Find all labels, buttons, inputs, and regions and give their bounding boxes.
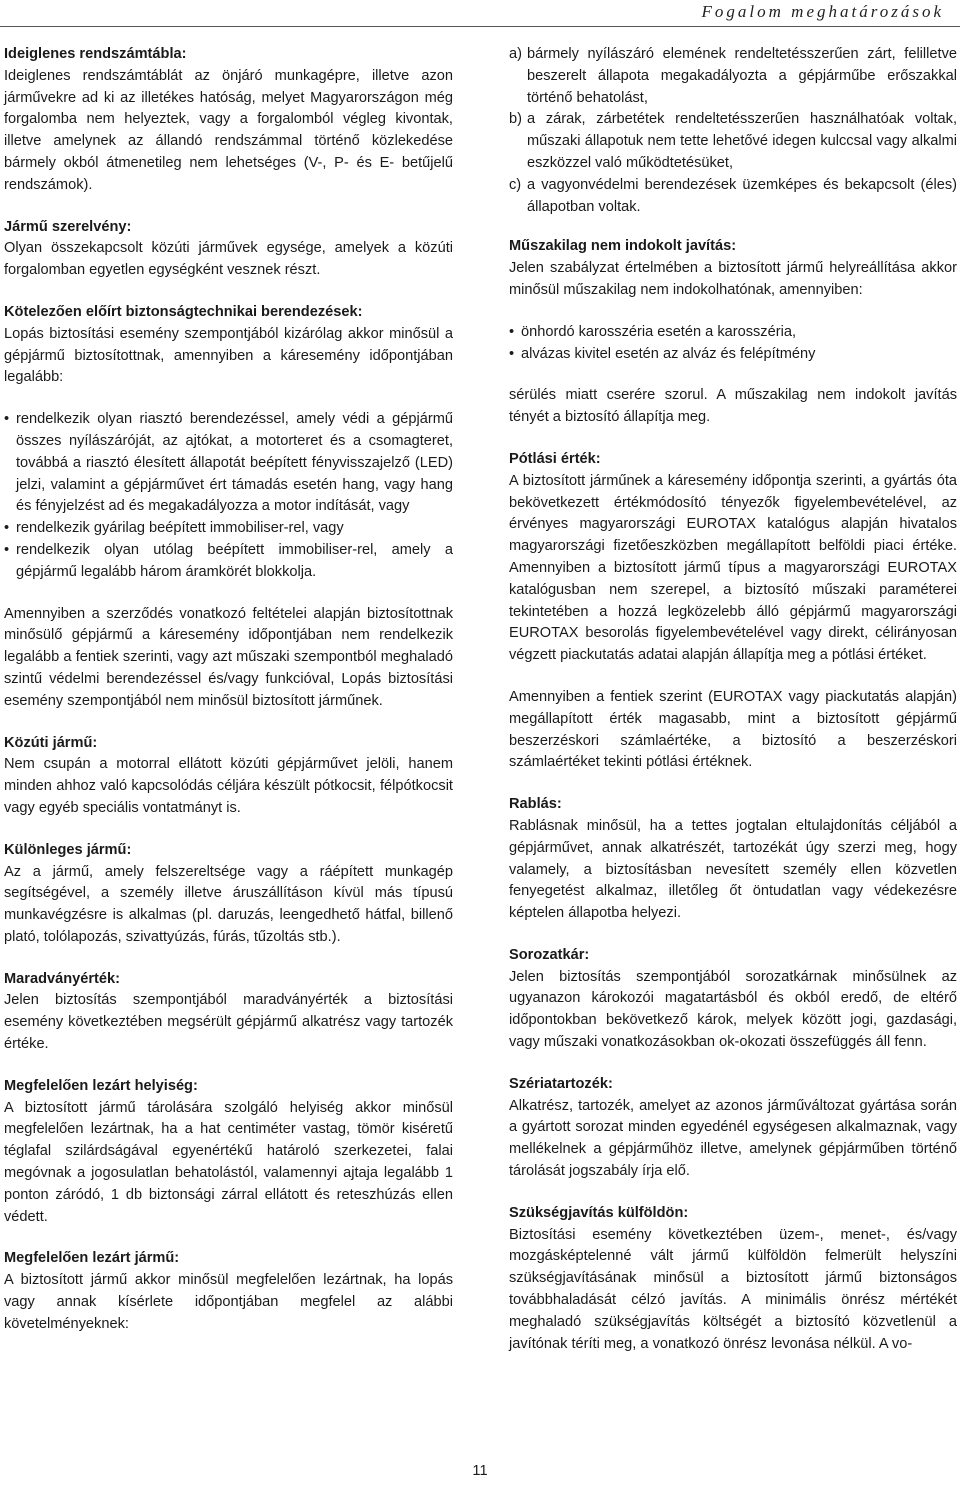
list-item: • rendelkezik gyárilag beépített immobiliser-rel, vagy <box>4 518 453 540</box>
definition-heading: Ideiglenes rendszámtábla: <box>4 46 187 62</box>
definition-heading: Megfelelően lezárt jármű: <box>4 1250 180 1267</box>
definition-heading: Pótlási érték: <box>509 450 601 467</box>
definition-body: A biztosított jármű akkor minősül megfelelően lezártnak, ha lopás vagy annak kísérlete időpontjában megfelel az alábbi követelményeknek: <box>4 1272 453 1332</box>
definition-heading: Kötelezően előírt biztonságtechnikai berendezések: <box>4 303 363 320</box>
list-item-text: a zárak, zárbetétek rendeltetésszerűen használhatóak voltak, műszaki állapotuk nem tette lehetővé idegen kulccsal vagy alkalmi eszközzel való működtetésüket, <box>527 111 957 171</box>
definition-heading: Jármű szerelvény: <box>4 218 132 235</box>
definition-body: Olyan összekapcsolt közúti járművek egysége, amelyek a közúti forgalomban egyetlen egységként vesznek részt. <box>4 240 453 279</box>
definition-heading: Műszakilag nem indokolt javítás: <box>509 238 737 255</box>
definition-body: Biztosítási esemény következtében üzem-, menet-, és/vagy mozgásképtelenné vált jármű külföldön felmerült helyszíni szükségjavításának minősül a biztosított jármű biztonságos továbbhaladását célzó javítás. A minimális önrész mértékét meghaladó szükségjavítás költségét a biztosító közvetlenül a javítónak téríti meg, a vonatkozó önrész levonása nélkül. A vo- <box>509 1226 957 1352</box>
paragraph: Amennyiben a fentiek szerint (EUROTAX vagy piackutatás alapján) megállapított érték magasabb, mint a biztosított gépjármű beszerzéskori számlaértéke, a biztosító a beszerzéskori számlaértéket tekinti pótlási értéknek. <box>509 688 957 771</box>
definition-heading: Szériatartozék: <box>509 1075 613 1092</box>
list-item-text: a vagyonvédelmi berendezések üzemképes és bekapcsolt (éles) állapotban voltak. <box>527 176 957 215</box>
definition-heading: Közúti jármű: <box>4 734 98 751</box>
definition-body: Jelen biztosítás szempontjából sorozatkárnak minősülnek az ugyanazon károkozói magatartásból és okból eredő, de eltérő időpontokban bekövetkező károk, melyek között jogi, gazdasági, vagy műszaki vonatkozásokban ok-okozati összefüggés áll fenn. <box>509 968 957 1051</box>
paragraph: Amennyiben a szerződés vonatkozó feltételei alapján biztosítottnak minősülő gépjármű a káresemény időpontjában nem rendelkezik legalább a fentiek szerinti, vagy azt műszaki szempontból meghaladó szintű védelmi berendezéssel és/vagy funkcióval, Lopás biztosítási esemény szempontjából nem minősül biztosított járműnek. <box>4 605 453 709</box>
definition-heading: Maradványérték: <box>4 970 120 987</box>
definition-body: Nem csupán a motorral ellátott közúti gépjárművet jelöli, hanem minden ahhoz való kapcsolódás céljára készült pótkocsit, félpótkocsit vagy egyéb speciális vontatmányt is. <box>4 756 453 816</box>
definition-replacement-value <box>509 449 957 667</box>
definition-special-vehicle <box>4 840 453 949</box>
definition-body: Alkatrész, tartozék, amelyet az azonos járműváltozat gyártása során a gyártott sorozat minden egyedénél egységesen alkalmaznak, vagy mellékelnek a gépjárműhöz illetve, amelynek gépjárműben történő tárolását jogszabály írja elő. <box>509 1097 957 1180</box>
definition-heading: Sorozatkár: <box>509 946 590 963</box>
definition-heading: Különleges jármű: <box>4 841 132 858</box>
definition-vehicle-set <box>4 217 453 282</box>
security-followup <box>4 604 453 713</box>
definition-body: Jelen szabályzat értelmében a biztosított jármű helyreállítása akkor minősül műszakilag nem indokolhatónak, amennyiben: <box>509 260 957 298</box>
security-requirements-list <box>4 409 453 583</box>
repair-followup <box>509 385 957 429</box>
list-item-text: bármely nyílászáró elemének rendeltetésszerűen zárt, felilletve beszerelt állapota megakadályozta a gépjárműbe erőszakkal történő behatolást, <box>527 46 957 106</box>
right-column <box>509 44 957 1375</box>
definition-temp-plate <box>4 44 453 197</box>
definition-serial-damage <box>509 945 957 1054</box>
definition-body: Az a jármű, amely felszereltsége vagy a ráépített munkagép segítségével, a személy illetve áruszállításon kívül más típusú munkavégzésre is alkalmas (pl. daruzás, leengedhető hátfal, billenő plató, tolólapozás, szivattyúzás, fúrás, tűzoltás stb.). <box>4 863 453 945</box>
definition-body: Ideiglenes rendszámtáblát az önjáró munkagépre, illetve azon járművekre ad ki az illetékes hatóság, melyet Magyarországon még forgalomba nem helyeztek, vagy a forgalomból végleg kivontak, illetve amelynek az állandó rendszámmal történő közlekedése bármely okból átmenetileg nem lehetséges (V-, P- és E- betűjelű rendszámok). <box>4 67 453 193</box>
definition-robbery <box>509 794 957 925</box>
definition-body: A biztosított járműnek a káresemény időpontja szerinti, a gyártás óta bekövetkezett értékmódosító tényezők figyelembevételével, az érvényes magyarországi EUROTAX katalógus alapján hivatalos magyarországi fizetőeszközben megállapított belföldi piaci értéke. Amennyiben a biztosított jármű típus a magyarországi EUROTAX katalógusban nem szerepel, a biztosító műszaki paraméterei tekintetében a hozzá legközelebb álló gépjármű magyarországi EUROTAX besorolás figyelembevételével vagy direkt, célirányosan végzett piackutatás adatai alapján állapítja meg a pótlási értéket. <box>509 472 957 664</box>
definition-emergency-repair <box>509 1203 957 1356</box>
list-letter: a) <box>509 46 522 62</box>
definition-body: Lopás biztosítási esemény szempontjából kizárólag akkor minősül a gépjármű biztosítottnak, amennyiben a káresemény időpontjában legalább: <box>4 325 453 386</box>
definition-heading: Szükségjavítás külföldön: <box>509 1204 689 1221</box>
replacement-followup <box>509 687 957 774</box>
definition-body: Jelen biztosítás szempontjából maradványérték a biztosítási esemény következtében megsérült gépjármű alkatrész vagy tartozék értéke. <box>4 992 453 1053</box>
list-item <box>509 109 957 174</box>
definition-heading: Megfelelően lezárt helyiség: <box>4 1077 198 1094</box>
definition-body: A biztosított jármű tárolására szolgáló helyiség akkor minősül megfelelően lezártnak, ha a hat centiméter vastag, tömör kiséretű téglafal szilárdságával egyenértékű határoló szerkezetei, falai megóvnak a jogosulatlan behatolástól, valamennyi ajtaja legalább 1 ponton záródó, 1 db biztonsági zárral ellátott és reteszhúzás ellen védett. <box>4 1099 453 1225</box>
definition-body: Rablásnak minősül, ha a tettes jogtalan eltulajdonítás céljából a gépjárművet, annak alkatrészét, tartozékát úgy szerzi meg, hogy valamely, a biztosításban nevesített személy ellen közvetlen fenyegetést alkalmaz, illetőleg őt öntudatlan vagy védekezésre képtelen állapotba helyezi. <box>509 817 957 922</box>
list-item: • önhordó karosszéria esetén a karosszéria, <box>509 322 957 344</box>
definition-heading: Rablás: <box>509 796 562 813</box>
list-item: • rendelkezik olyan utólag beépített immobiliser-rel, amely a gépjármű legalább három áramkörét blokkolja. <box>4 540 453 584</box>
list-item: • alvázas kivitel esetén az alváz és felépítmény <box>509 344 957 366</box>
definition-locked-room <box>4 1076 453 1229</box>
lock-conditions-list <box>509 44 957 218</box>
left-column <box>4 44 453 1356</box>
list-item <box>509 175 957 219</box>
definition-mandatory-security <box>4 302 453 389</box>
definition-locked-vehicle <box>4 1248 453 1335</box>
definition-road-vehicle <box>4 733 453 820</box>
list-item: • rendelkezik olyan riasztó berendezéssel, amely védi a gépjármű összes nyílászáróját, az ajtókat, a motorteret és a csomagteret, továbbá a riasztó élesített állapotát beépített fényvisszajelző (LED) jelzi, valamint a gépjárművet ért támadás esetén hang, vagy hang és fényjelzést ad és megakadályozza a motor indítását, vagy <box>4 409 453 518</box>
definition-not-justified-repair <box>509 236 957 301</box>
repair-cases-list <box>509 322 957 366</box>
running-header <box>0 0 960 27</box>
list-letter: b) <box>509 111 522 128</box>
definition-serial-accessory <box>509 1074 957 1183</box>
list-item <box>509 44 957 109</box>
list-letter: c) <box>509 176 522 193</box>
page-number: 11 <box>472 1463 488 1479</box>
paragraph: sérülés miatt cserére szorul. A műszakilag nem indokolt javítás tényét a biztosító állapítja meg. <box>509 387 957 426</box>
definition-residual-value <box>4 969 453 1056</box>
header-title: Fogalom meghatározások <box>701 2 944 21</box>
